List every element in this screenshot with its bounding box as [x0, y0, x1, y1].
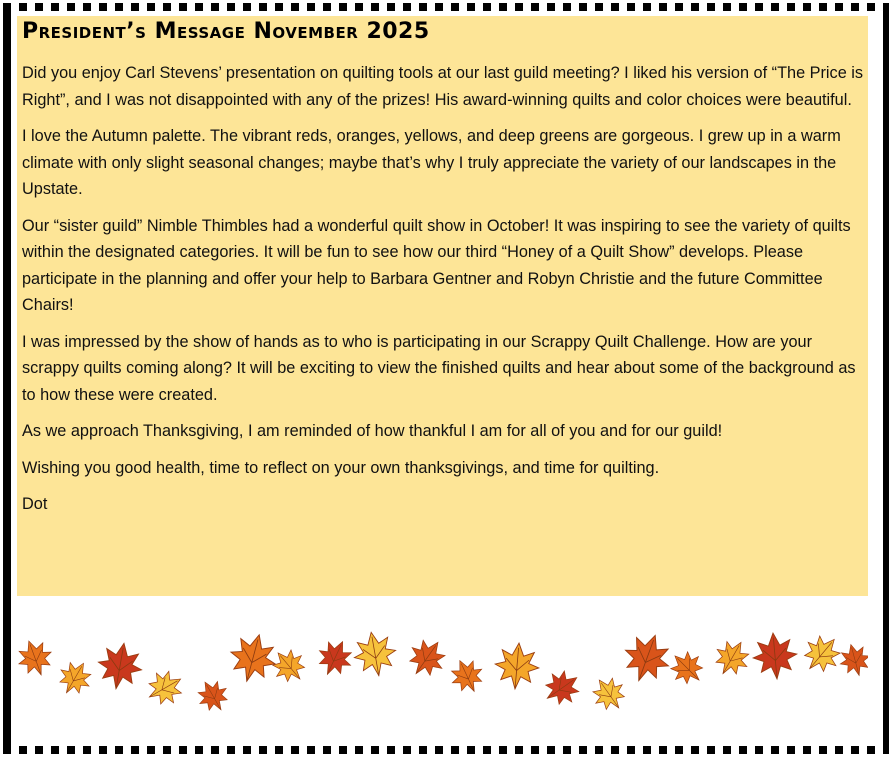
- autumn-leaves-illustration: [17, 596, 868, 736]
- maple-leaf-icon: [351, 629, 400, 680]
- signature: Dot: [22, 495, 48, 513]
- maple-leaf-icon: [192, 675, 234, 718]
- paragraph-6: Wishing you good health, time to reflect on your own thanksgivings, and time for quilting.: [22, 458, 660, 477]
- maple-leaf-icon: [493, 641, 541, 691]
- maple-leaf-icon: [537, 664, 586, 713]
- maple-leaf-icon: [708, 634, 756, 682]
- autumn-leaves-border: [17, 596, 868, 736]
- maple-leaf-icon: [94, 640, 145, 693]
- maple-leaf-icon: [796, 628, 848, 680]
- maple-leaf-icon: [401, 632, 452, 684]
- maple-leaf-icon: [141, 664, 189, 712]
- message-panel: [17, 16, 868, 596]
- maple-leaf-icon: [225, 629, 281, 687]
- paragraph-1: Did you enjoy Carl Stevens’ presentation on quilting tools at our last guild meeting? I liked his version of “The Price is Right”, and I was not disappointed with any of the prizes! His award-winning quilts and color choices were beautiful.: [22, 64, 864, 109]
- maple-leaf-icon: [445, 654, 489, 698]
- maple-leaf-icon: [266, 643, 313, 690]
- paragraph-4: I was impressed by the show of hands as to who is participating in our Scrappy Quilt Challenge. How are your scrappy quilts coming along? It will be exciting to view the finished quilts and hear about some of the background as to how these were created.: [22, 332, 856, 404]
- maple-leaf-icon: [664, 645, 711, 692]
- maple-leaf-icon: [17, 635, 57, 681]
- paragraph-5: As we approach Thanksgiving, I am reminded of how thankful I am for all of you and for our guild!: [22, 422, 723, 440]
- paragraph-2: I love the Autumn palette. The vibrant reds, oranges, yellows, and deep greens are gorgeous. I grew up in a warm climate with only slight seasonal changes; maybe that’s why I truly appreciate the variety of our landscapes in the Upstate.: [22, 127, 841, 198]
- maple-leaf-icon: [617, 628, 676, 689]
- maple-leaf-icon: [53, 655, 98, 701]
- paragraph-3: Our “sister guild” Nimble Thimbles had a wonderful quilt show in October! It was inspiring to see the variety of quilts within the designated categories. It will be fun to see how our third “Honey of a Quilt Show” develops. Please participate in the planning and offer your help to Barbara Gentner and Robyn Christie and the future Committee Chairs!: [22, 216, 851, 314]
- maple-leaf-icon: [586, 671, 632, 717]
- maple-leaf-icon: [836, 641, 868, 680]
- maple-leaf-icon: [751, 631, 799, 681]
- maple-leaf-icon: [312, 634, 358, 681]
- page-title: President’s Message November 2025: [22, 19, 430, 44]
- message-body: [22, 60, 864, 528]
